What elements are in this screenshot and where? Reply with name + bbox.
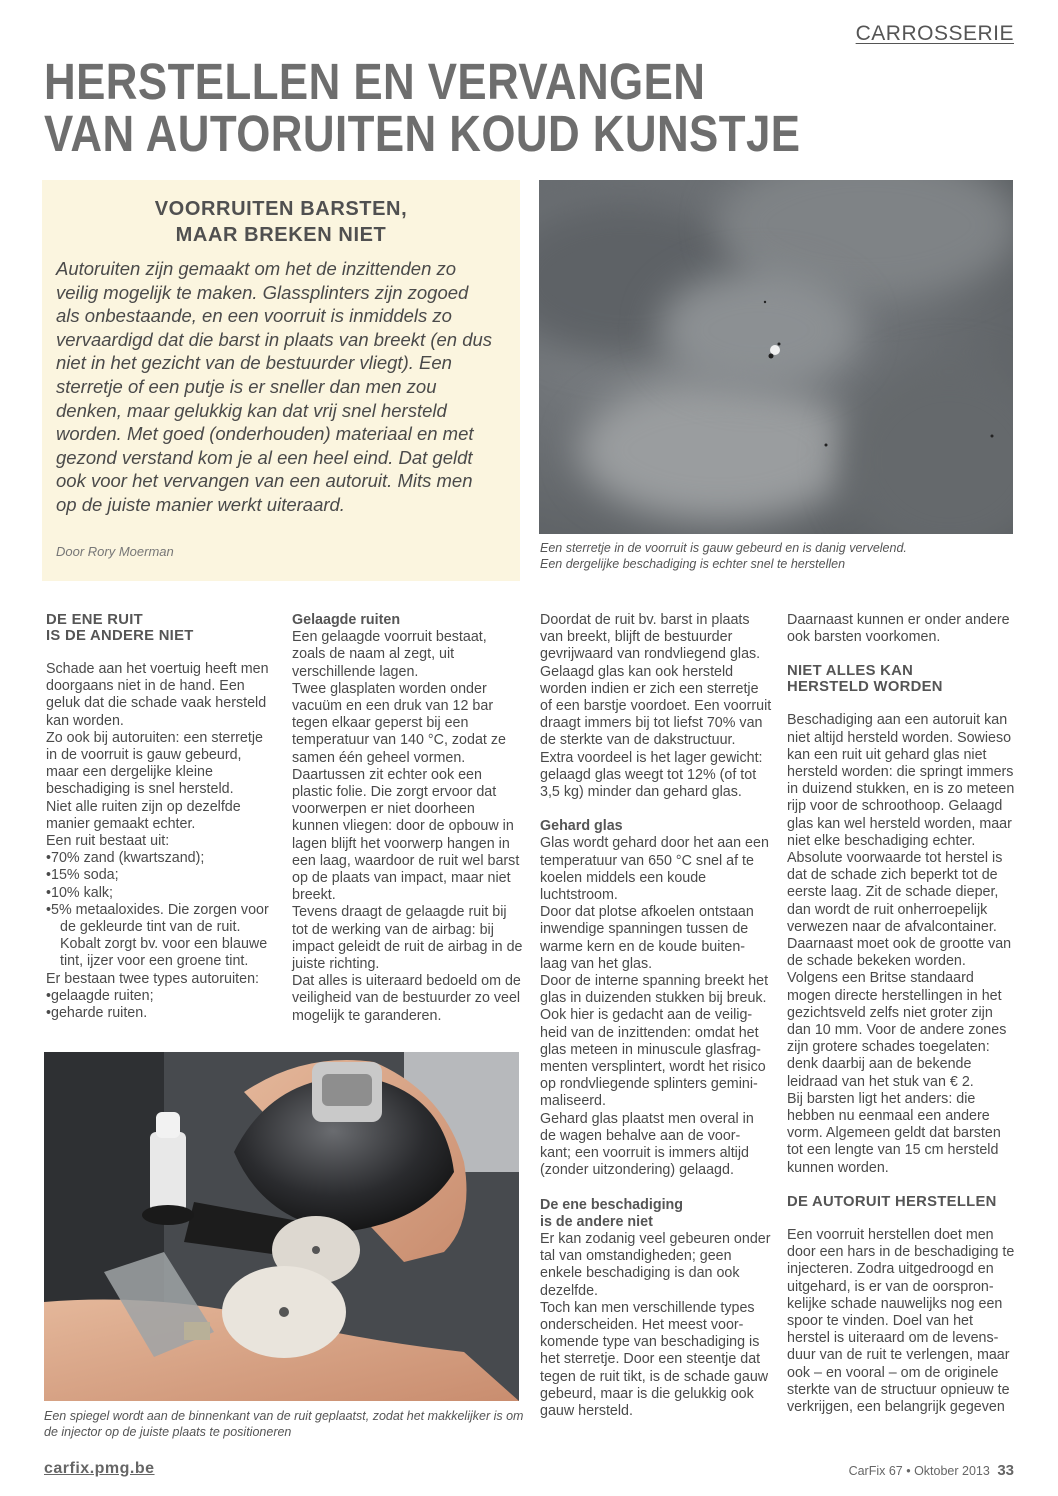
section-heading: HERSTELD WORDEN: [787, 679, 943, 696]
paragraph: Door de interne spanning breekt het glas in duizenden stukken bij breuk.: [540, 973, 769, 1007]
page-title-line-2: VAN AUTORUITEN KOUD KUNSTJE: [44, 105, 801, 162]
paragraph: Toch kan men verschillende types onderscheiden. Het meest voor- komende type van beschadiging is het sterretje. Door een steentje dat tegen de ruit tikt, is de schade gauw gebeurd, maar is die gelukkig ook gauw hersteld.: [540, 1299, 769, 1419]
caption-line-2: de injector op de juiste plaats te positioneren: [44, 1425, 292, 1439]
paragraph: Zo ook bij autoruiten: een sterretje in de voorruit is gauw gebeurd, maar een dergelijke kleine beschadiging is snel hersteld.: [46, 729, 263, 798]
paragraph: Bij barsten ligt het anders: die hebben nu eenmaal een andere vorm. Algemeen geldt dat barsten tot een lengte van 15 cm hersteld kunnen worden.: [787, 1090, 1001, 1176]
paragraph: Gelaagd glas kan ook hersteld worden indien er zich een sterretje of een barstje voordoet. Een voorruit draagt immers bij tot liefst 70% van de sterkte van de dakstructuur.: [540, 663, 772, 749]
paragraph: Doordat de ruit bv. barst in plaats van breekt, blijft de bestuurder gevrijwaard van rondvliegend glas.: [540, 612, 761, 663]
article-column-4: [787, 612, 1019, 1416]
subheading: is de andere niet: [540, 1213, 653, 1230]
subheading: De ene beschadiging: [540, 1196, 684, 1213]
caption-line-1: Een sterretje in de voorruit is gauw gebeurd en is danig vervelend.: [540, 541, 907, 555]
paragraph: Er bestaan twee types autoruiten:: [46, 970, 259, 987]
chip-mark-icon: [539, 180, 1013, 534]
caption-line-2: Een dergelijke beschadiging is echter snel te herstellen: [540, 557, 846, 571]
section-heading: NIET ALLES KAN: [787, 663, 914, 680]
photo-caption: [44, 1408, 524, 1440]
paragraph: Tevens draagt de gelaagde ruit bij tot de werking van de airbag: bij impact geleidt de ruit de airbag in de juiste richting.: [292, 904, 523, 973]
paragraph: Een ruit bestaat uit:: [46, 833, 170, 850]
paragraph: Absolute voorwaarde tot herstel is dat de schade zich beperkt tot de eerste laag. Zit de schade dieper, dan wordt de ruit onherroepelijk verwezen naar de afvalcontainer.: [787, 850, 1003, 935]
caption-line-1: Een spiegel wordt aan de binnenkant van de ruit geplaatst, zodat het makkelijker is om: [44, 1409, 524, 1423]
subheading: Gelaagde ruiten: [292, 612, 401, 628]
article-column-3: [540, 612, 772, 1420]
paragraph: Gehard glas plaatst men overal in de wagen behalve aan de voor- kant; een voorruit is immers altijd (zonder uitzondering) gelaagd.: [540, 1110, 754, 1179]
photo-caption: [540, 540, 1010, 572]
article-column-1: [46, 612, 278, 1022]
list-item: •70% zand (kwartszand);: [46, 850, 205, 867]
intro-title-line-2: MAAR BREKEN NIET: [175, 224, 387, 246]
paragraph: Een voorruit herstellen doet men door een hars in de beschadiging te injecteren. Zodra uitgedroogd en uitgehard, is er van de oorspron- kelijke schade nauwelijks nog een spoor te vinden. Doel van het herstel is uiteraard om de levens- duur van de ruit te verlengen, maar ook – en vooral – om de originele sterkte van de structuur opnieuw te verkrijgen, een belangrijk gegeven: [787, 1226, 1015, 1415]
intro-box: [42, 180, 520, 581]
list-item: •10% kalk;: [46, 884, 113, 901]
section-heading: IS DE ANDERE NIET: [46, 628, 194, 644]
paragraph: Extra voordeel is het lager gewicht: gelaagd glas weegt tot 12% (of tot 3,5 kg) minder dan gehard glas.: [540, 749, 763, 801]
byline: Door Rory Moerman: [56, 544, 174, 559]
section-heading: DE AUTORUIT HERSTELLEN: [787, 1193, 997, 1210]
list-item: •geharde ruiten.: [46, 1005, 148, 1022]
paragraph: Dat alles is uiteraard bedoeld om de veiligheid van de bestuurder zo veel mogelijk te garanderen.: [292, 973, 521, 1024]
section-heading: DE ENE RUIT: [46, 612, 144, 628]
paragraph: Schade aan het voertuig heeft men doorgaans niet in de hand. Een geluk dat die schade vaak hersteld kan worden.: [46, 661, 269, 729]
paragraph: Daartussen zit echter ook een plastic folie. Die zorgt ervoor dat voorwerpen er niet doorheen kunnen vliegen: door de opbouw in lagen blijft het voorwerp hangen in een laag, waardoor de ruit wel barst op de plaats van impact, maar niet breekt.: [292, 766, 520, 904]
page-number: 33: [997, 1462, 1014, 1479]
paragraph: Daarnaast kunnen er onder andere ook barsten voorkomen.: [787, 612, 1010, 646]
intro-text: Autoruiten zijn gemaakt om het de inzittenden zo veilig mogelijk te maken. Glassplinters zijn zogoed als onbestaande, en een voorruit is inmiddels zo vervaardigd dat die barst in plaats van breekt (en dus niet in het gezicht van de bestuurder vliegt). Een sterretje of een putje is er sneller dan men zou denken, maar gelukkig kan dat vrij snel hersteld worden. Met goed (onderhouden) materiaal en met gezond verstand kom je al een heel eind. Dat geldt ook voor het vervangen van een autoruit. Mits men op de juiste manier werkt uiteraard.: [56, 258, 493, 515]
issue-info: CarFix 67 • Oktober 2013: [848, 1464, 990, 1478]
paragraph: Door dat plotse afkoelen ontstaan inwendige spanningen tussen de warme kern en de koude buiten- laag van het glas.: [540, 904, 754, 972]
list-item: •5% metaaloxides. Die zorgen voor de gekleurde tint van de ruit. Kobalt zorgt bv. voor een blauwe tint, ijzer voor een groene tint.: [46, 901, 269, 970]
repair-tool-photo: [44, 1052, 519, 1401]
paragraph: Er kan zodanig veel gebeuren onder tal van omstandigheden; geen enkele beschadiging is dan ook dezelfde.: [540, 1230, 771, 1299]
list-item: •15% soda;: [46, 867, 119, 884]
page-title-line-1: HERSTELLEN EN VERVANGEN: [44, 53, 706, 110]
windshield-chip-photo: [539, 180, 1013, 534]
list-item: •gelaagde ruiten;: [46, 987, 154, 1004]
paragraph: Niet alle ruiten zijn op dezelfde manier gemaakt echter.: [46, 798, 241, 832]
website-link[interactable]: carfix.pmg.be: [44, 1460, 155, 1477]
paragraph: Beschadiging aan een autoruit kan niet altijd hersteld worden. Sowieso kan een ruit uit gehard glas niet hersteld worden: die springt immers in duizend stukken, en is zo meteen rijp voor de schroothoop. Gelaagd glas kan wel hersteld worden, maar niet elke beschadiging echter.: [787, 712, 1015, 849]
paragraph: Een gelaagde voorruit bestaat, zoals de naam al zegt, uit verschillende lagen.: [292, 629, 487, 680]
paragraph: Glas wordt gehard door het aan een temperatuur van 650 °C snel af te koelen middels een koude luchtstroom.: [540, 835, 769, 904]
paragraph: Daarnaast moet ook de grootte van de schade bekeken worden. Volgens een Britse standaard mogen directe herstellingen in het gezichtsveld zelfs niet groter zijn dan 10 mm. Voor de andere zones zijn grotere schades toegelaten: denk daarbij aan de bekende leidraad van het stuk van € 2.: [787, 936, 1012, 1090]
page-footer: [849, 1462, 1014, 1479]
intro-title: [42, 196, 520, 248]
article-column-2: [292, 612, 524, 1025]
paragraph: Twee glasplaten worden onder vacuüm en een druk van 12 bar tegen elkaar geperst bij een temperatuur van 140 °C, zodat ze samen één geheel vormen.: [292, 680, 506, 766]
paragraph: Ook hier is gedacht aan de veilig- heid van de inzittenden: omdat het glas meteen in minuscule glasfrag- menten versplintert, wordt het risico op rondvliegende splinters gemini- maliseerd.: [540, 1007, 766, 1110]
subheading: Gehard glas: [540, 818, 623, 835]
page-title: [44, 53, 878, 162]
intro-title-line-1: VOORRUITEN BARSTEN,: [154, 198, 408, 220]
repair-tool-illustration: [44, 1052, 519, 1401]
section-label: CARROSSERIE: [855, 22, 1014, 45]
